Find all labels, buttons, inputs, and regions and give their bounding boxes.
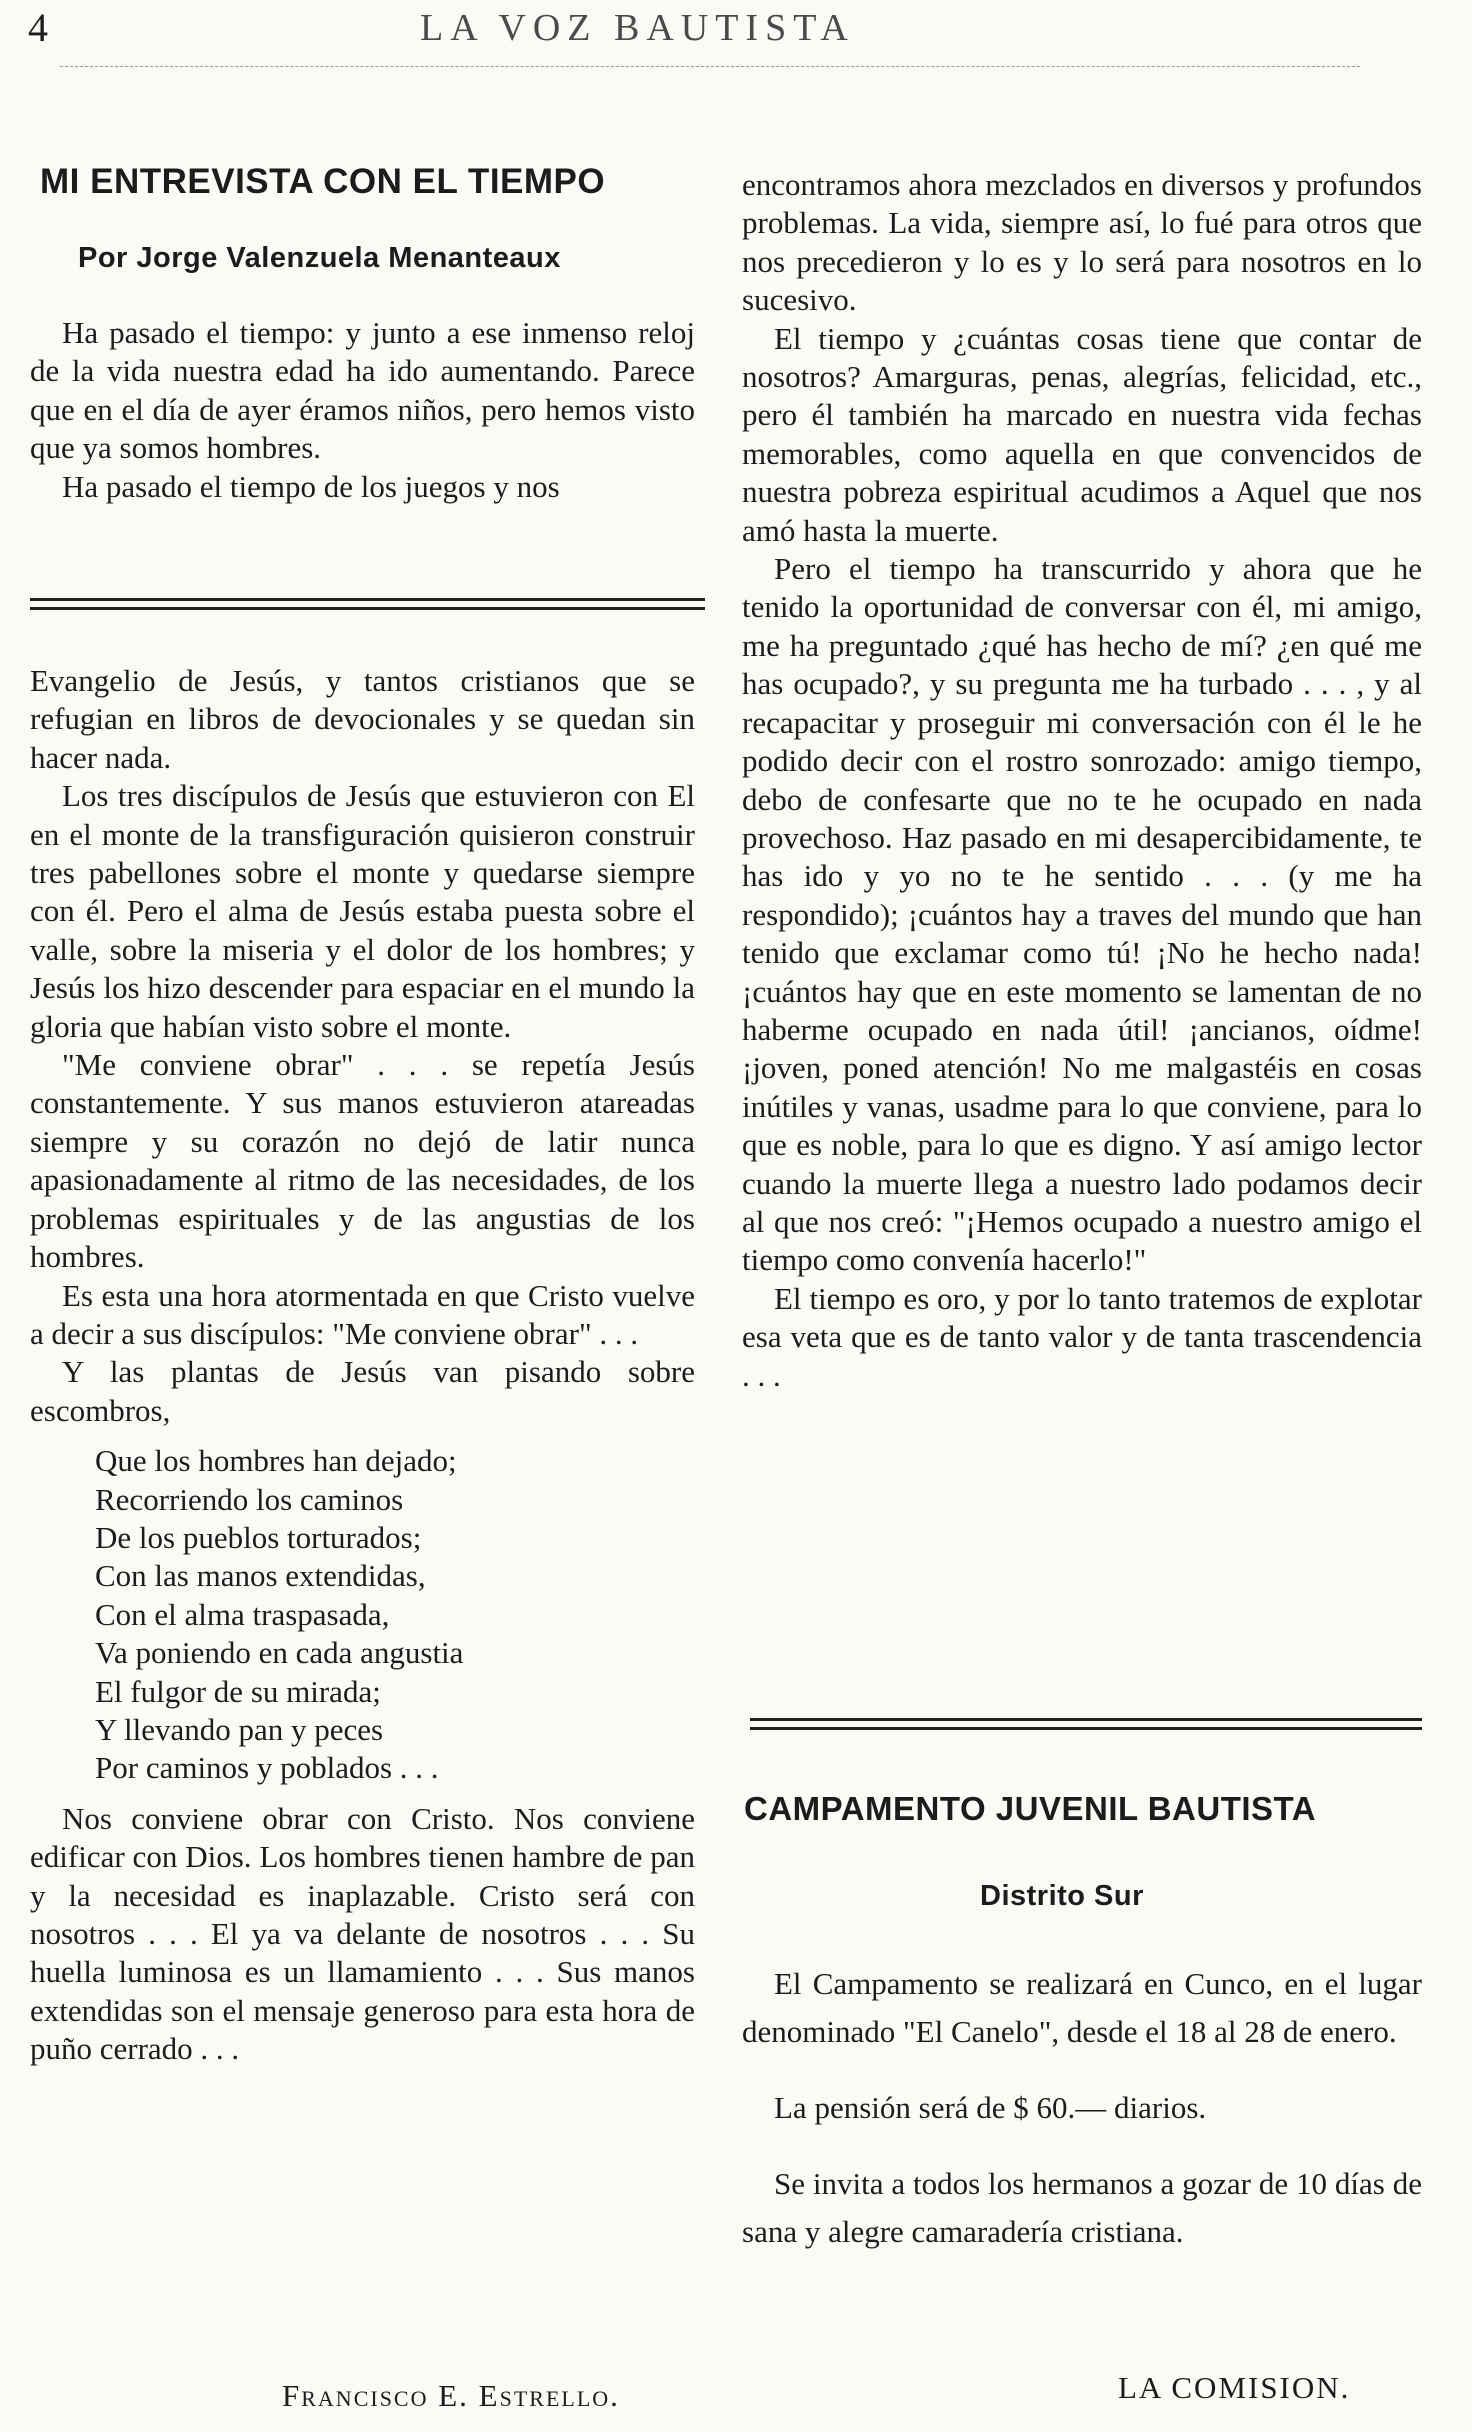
second-article-column: [30, 662, 695, 2069]
notice-subtitle: Distrito Sur: [980, 1880, 1144, 1912]
poem-line: Con el alma traspasada,: [95, 1596, 390, 1632]
article-paragraph: Y las plantas de Jesús van pisando sobre escombros,: [30, 1354, 695, 1428]
poem: [95, 1442, 695, 1788]
article-paragraph: Pero el tiempo ha transcurrido y ahora que he tenido la oportunidad de conversar con él, mi amigo, me ha preguntado ¿qué has hecho de mí? ¿en qué me has ocupado?, y su pregunta me ha turbado . . . , y al recapacitar y proseguir mi conversación con él le he podido decir con el rostro sonrozado: amigo tiempo, debo de confesarte que no te he ocupado en nada provechoso. Haz pasado en mi desapercibidamente, te has ido y yo no te he sentido . . . (y me ha respondido); ¡cuántos hay a traves del mundo que han tenido que exclamar como tú! ¡No he hecho nada! ¡cuántos hay que en este momento se lamentan de no haberme ocupado en nada útil! ¡ancianos, oídme! ¡joven, poned atención! No me malgastéis en cosas inútiles y vanas, usadme para lo que conviene, para lo que es noble, para lo que es digno. Y así amigo lector cuando la muerte llega a nuestro lado podamos decir al que nos creó: "¡Hemos ocupado a nuestro amigo el tiempo como convenía hacerlo!": [742, 551, 1422, 1278]
article-column-right: [742, 166, 1422, 1395]
notice-paragraph: El Campamento se realizará en Cunco, en el lugar denominado "El Canelo", desde el 18 al 28 de enero.: [742, 1966, 1422, 2049]
article-paragraph: El tiempo y ¿cuántas cosas tiene que contar de nosotros? Amarguras, penas, alegrías, felicidad, etc., pero él también ha marcado en nuestra vida fechas memorables, como aquella en que convencidos de nuestra pobreza espiritual acudimos a Aquel que nos amó hasta la muerte.: [742, 320, 1422, 548]
article-paragraph: encontramos ahora mezclados en diversos y profundos problemas. La vida, siempre así, lo fué para otros que nos precedieron y lo es y lo será para nosotros en lo sucesivo.: [742, 167, 1422, 318]
article-paragraph: "Me conviene obrar" . . . se repetía Jesús constantemente. Y sus manos estuvieron atareadas siempre y su corazón no dejó de latir nunca apasionadamente al ritmo de las necesidades, de los problemas espirituales y de las angustias de los hombres.: [30, 1047, 695, 1275]
article-paragraph: Es esta una hora atormentada en que Cristo vuelve a decir a sus discípulos: "Me conviene obrar" . . .: [30, 1277, 695, 1351]
poem-line: Y llevando pan y peces: [95, 1711, 384, 1747]
section-divider: [30, 598, 705, 610]
poem-line: De los pueblos torturados;: [95, 1519, 422, 1555]
article-byline: Por Jorge Valenzuela Menanteaux: [78, 242, 561, 274]
notice-title: CAMPAMENTO JUVENIL BAUTISTA: [744, 1790, 1317, 1827]
article-signature: Francisco E. Estrello.: [282, 2378, 620, 2413]
poem-line: Por caminos y poblados . . .: [95, 1750, 439, 1786]
article-paragraph: Ha pasado el tiempo de los juegos y nos: [62, 468, 560, 504]
section-divider: [750, 1718, 1422, 1730]
notice-paragraph: Se invita a todos los hermanos a gozar de 10 días de sana y alegre camaradería cristiana.: [742, 2166, 1422, 2249]
notice-signature: LA COMISION.: [1118, 2370, 1351, 2405]
article-column-left: [30, 314, 695, 506]
poem-line: Que los hombres han dejado;: [95, 1443, 457, 1479]
article-paragraph: Nos conviene obrar con Cristo. Nos conviene edificar con Dios. Los hombres tienen hambre de pan y la necesidad es inaplazable. Cristo será con nosotros . . . El ya va delante de nosotros . . . Su huella luminosa es un llamamiento . . . Sus manos extendidas son el mensaje generoso para esta hora de puño cerrado . . .: [30, 1800, 695, 2067]
header-rule: [60, 66, 1360, 67]
notice-body: [742, 1960, 1422, 2284]
article-paragraph: El tiempo es oro, y por lo tanto tratemos de explotar esa veta que es de tanto valor y de tanta trascendencia . . .: [742, 1280, 1422, 1393]
poem-line: Recorriendo los caminos: [95, 1481, 404, 1517]
poem-line: El fulgor de su mirada;: [95, 1673, 381, 1709]
poem-line: Va poniendo en cada angustia: [95, 1635, 464, 1671]
notice-paragraph: La pensión será de $ 60.— diarios.: [774, 2090, 1207, 2125]
article-paragraph: Evangelio de Jesús, y tantos cristianos que se refugian en libros de devocionales y se quedan sin hacer nada.: [30, 663, 695, 775]
poem-line: Con las manos extendidas,: [95, 1558, 426, 1594]
article-title: MI ENTREVISTA CON EL TIEMPO: [40, 162, 606, 201]
page-number: 4: [28, 5, 48, 50]
running-header: LA VOZ BAUTISTA: [420, 7, 855, 49]
article-paragraph: Los tres discípulos de Jesús que estuvieron con El en el monte de la transfiguración quisieron construir tres pabellones sobre el monte y quedarse siempre con él. Pero el alma de Jesús estaba puesta sobre el valle, sobre la miseria y el dolor de los hombres; y Jesús los hizo descender para espaciar en el mundo la gloria que habían visto sobre el monte.: [30, 778, 695, 1044]
article-paragraph: Ha pasado el tiempo: y junto a ese inmenso reloj de la vida nuestra edad ha ido aumentando. Parece que en el día de ayer éramos niños, pero hemos visto que ya somos hombres.: [30, 315, 695, 466]
